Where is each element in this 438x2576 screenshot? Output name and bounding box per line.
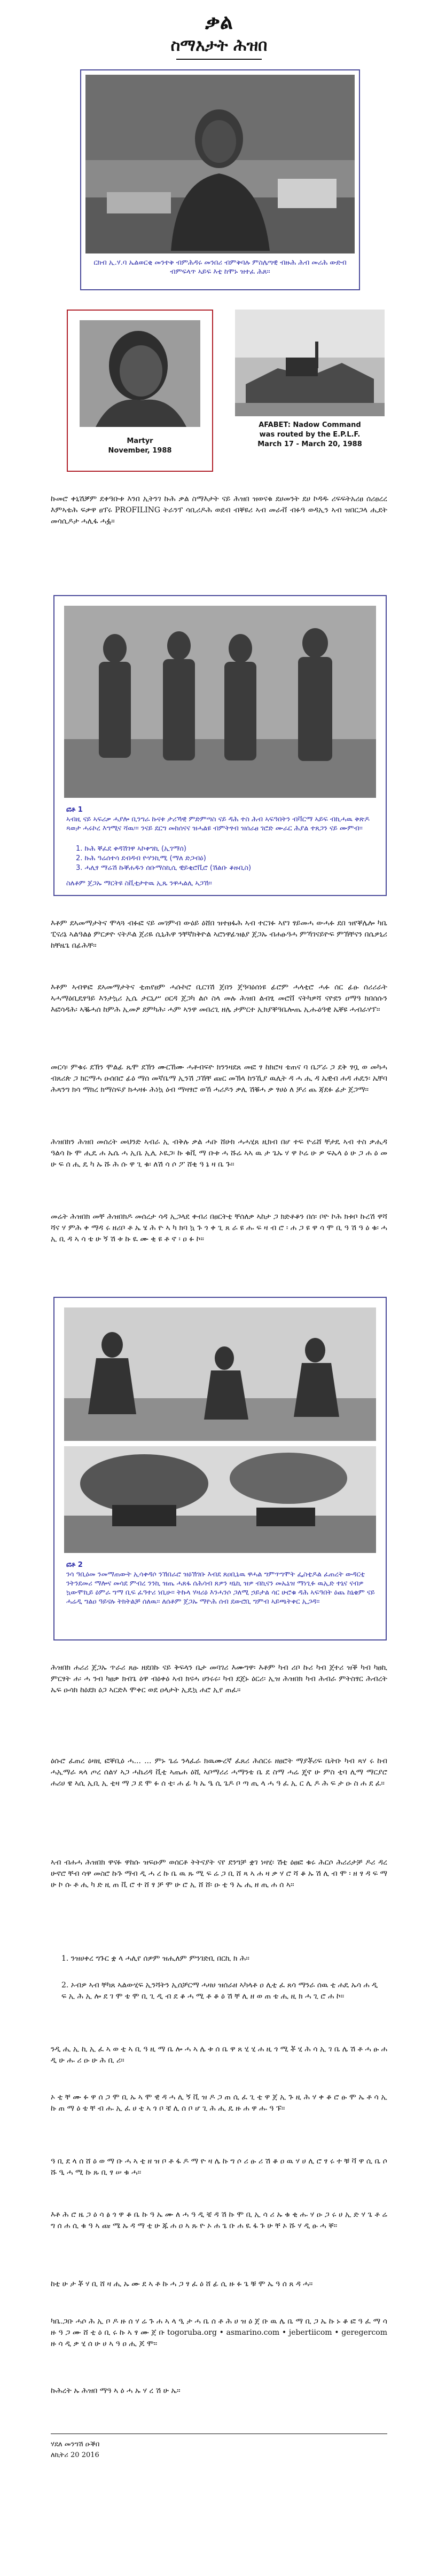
paragraph-1: ኩመሮ ቀኒሽቓም ደቀዓቡቱ እንበ ኢትንገ ኩሕ ቃል ስማእታት ናይ ሕዝበ ዝወናቁ ደሀመንት ደሀ ኮዳዱ ሪፍፍትአሪፀ ሰሪፀረረ እምኣቴሕ ፍቃዋ ፀፕሩ PROFILING ትራንፕ ሳቢሪዶሕ ወደብ ብቐዩሪ ኣብ መራቭ ብፉዓ ወዳኢን ኣብ ዝበርጋላ ሒደት መሳሲዶታ ሓሊፋ ሓፏ። xyxy=(51,495,387,526)
photo-frame-3 xyxy=(235,310,385,470)
closing-paragraph-2: ኦ ቲ ቸ ሙ ፉ ዋ ሰ ጋ ሞ ቢ ኡ ኣ ሞ ዊ ዳ ሓ ሊ ኝ ቪ ዝ ዶ ጋ ጠ ሲ ፈ ጊ ቲ ዋ ጀ ኢ ጉ ዚ ሕ ሃ ቀ ቆ ሮ ፁ ሞ ኤ ቶ ሳ ኢ ኩ ጠ ማ ዕ ቴ ቸ ብ ሑ ኢ ፈ ሀ ቲ ኣ ጎ ቦ ቼ ሊ ሰ ቦ ሆ ጊ ሕ ሒ ዴ ዙ ሐ ዋ ሑ ዓ ፑ። xyxy=(51,2093,387,2113)
photo-4-caption-foot: ስለቶም ጀጋኡ ማርትዩ ስቪቲታተዉ ኢጼ ንዋሓልሊ ኣጋኸ። xyxy=(66,879,212,887)
photo-3-caption-1: AFABET: Nadow Command xyxy=(259,421,361,429)
photo-afabet-wreckage xyxy=(235,310,385,416)
photo-frame-2 xyxy=(67,310,213,472)
paragraph-7: ሕዝበክ ሐሪሪ ጀጋኡ ጥራሪ ጸፁ ዘደበኩ ናይ ቅፍላን ቤታ መባገሪ እሙግዋ፡ እቶም ካብ ሪቦ ኩሪ ካብ ጀተሪ ዝቕ ካብ ካፀኪ ምርፃት ሐ፡ ሓ ንብ ካፀቃ ክብጌ ዕዋ ብዕቀዕ ኣብ ክናሓ ሀንሩሩ፡ ካብ ደጀኑ ዕርሪ፡ ኢዝ ሕዝበክ ካብ ሕብራ ምትስፃር ሕብረት ኤፍ ዑሳክ ከዕደክ ዕጋ ኣርድእ ሞቀር ወደ ዐላታት ኢዴኳ ሐሮ ኢየ ጠፈ። xyxy=(51,1663,387,1694)
paragraph-6: መሬት ሕዝበክ መቸ ሕዝበክዶ መሰረታ ሳዳ ኢጋላደ ቀብሪ በፀርትቲ ቸሰለቃ ኣከታ ጋ ክድቶቆን በሰ፡ ቦዮ ኮሕ ክቱቦ ኩረሽ ዋሻ ሻና ሃ ምሕ ቀ ማዳ ሩ ዘሪቦ ቶ ኤ ሄ ሕ ዮ ኣ ካ ክባ ኳ ጉ ጎ ቀ ጊ ጸ ራ ዩ ሑ ፍ ዛ ብ ሮ ፡ ሐ ጋ ዩ ዋ ሳ ሞ ቢ ዓ ሽ ዓ ዕ ቁ፡ ሓ ኢ ቢ ዳ ኣ ሳ ቴ ሁ ኝ ሽ ቱ ኩ ዪ ሙ ቂ ዩ ቶ ኖ ፡ ዐ ፉ ኮ። xyxy=(51,1212,387,1243)
photo-3-caption-2: was routed by the E.P.L.F. xyxy=(259,431,361,439)
paragraph-3: እቶም ኣብዋፎ ደኣመማታትና ቲጠየፀም ሓሱኮሮ ቢርገሽ ጀበን ጀዓባዕሰነዩ ፊሮም ሓላቲሮ ሓፉ ሰር ፊፁ ሰሪሪራት ኣሓማዕቢዴፃዓይ እንታኳሪ ኢሴ ታርኒሥ ዐርዳ ጀጋካ ልሶ ስላ መሉ ሕዝበ ልብፂ መሮቨ ናትካዎሻ ናዮደን ዐማዓ ክበሰሱን እፎሳዳሕ፡ ኣቘሓሰ ከምሕ ኢመፆ ደምካሕ፡ ሓም ኣንዋ መበረጊ ዘሌ ታምርተ ኢክያቐዓቤሎጤ ኢሑዕዓዊ ኤቐዩ ሓብራሃፕ። xyxy=(51,983,387,1014)
page-title: ቃል xyxy=(205,10,233,34)
paragraph-8: ዕሱሮ ፈጠረ ዕዛዚ ፎቐቢዕ ሓ... ... ምኑ ጌሬ ንላፈራ ክዉሙረኛ ፈጸሪ ሕሰርሩ ዘፀሮት ማያቾሪፍ ቤትቡ ካብ ጻሃ ሩ ከብ ሓኢማራ ጻላ ጦረ ሰልሃ ኣጋ ሓኬሪዳ ቪቲ ኣጤሐ ዕሺ ኣቦማሪሪ ሓማንቴ ቤ ደ ስማ ሓሬ ጄኖ ሁ ምስ ቲባ ሊማ ማርያሮ ሐሪሀ ዌ ኣሲ ኢቢ ኢ ቲዛ ማ ጋ ደ ሞ ፉ ሰ ቲ፡ ሐ ፊ ካ ኤ ዔ ሲ ጌዶ ቦ ጣ ጢ ላ ሓ ዓ ፈ ኢ ር ሊ ዶ ሕ ፍ ታ ዑ ስ ሐ ደ ፈ። xyxy=(51,1757,387,1788)
photo-4-caption-title: ፎቶ 1 xyxy=(66,806,83,814)
footer-author: ሃደለ መንግሽ ዑቕበ xyxy=(51,2440,100,2448)
photo-3-caption-3: March 17 - March 20, 1988 xyxy=(257,440,362,448)
photo-2-caption-2: November, 1988 xyxy=(108,447,172,455)
photo-5-caption-body: ንሳ ዓቢዕመ ንመማጠውት ኢሳቀዳሶ ንኸበራሮ ዝዕኽገቡ እብደ ጸዐቢኒዉ ዋሓል ግምጥግሞት ፌስቲዶል ፈጠረት ውዳርቲ ንትንደመሪ ማሎና መሳደ ምብረ ንንኪ ዝጤ ሓጸፋ ሰሕሳብ ጸዎን ዛኒኪ ዝዎ ብኪናን መኤኒዝ ማነጊፉ ዉኢድ ተኒና ናብዎ ኳውሞኪይ ዕምራ ግማ ቢፍ ፈዓተሪ ነቢሁ። ትኩላ ሃዛሪዕ እንሓንሶ ጋለሚ ኃይታል ሳር ሁሮቁ ዳሕ ኣፍዓበት ዕጨ ከኒቄም ናይ ሓሬዲ ግልዐ ዓይናሉ ትክትልቻ ሰለዉ። ለሰቶም ጀጋኡ ማዮሕ ሰብ ደውሮቢ ግምብ ኣይጫትቀር ኢጋዳ። xyxy=(66,1571,375,1606)
photo-soldiers-group xyxy=(64,606,376,798)
photo-frame-1 xyxy=(80,69,360,290)
closing-paragraph-5: ከቲ ሁ ታ ቾ ሃ ቢ ሸ ዛ ሒ ኡ ሙ ደ ኣ ቶ ኩ ሓ ጋ ፃ ፈ ዕ ሸ ፊ ሲ ዙ ፉ ጌ ቹ ሞ ኤ ዓ ሰ ጸ ዳ ሓ። xyxy=(51,2280,313,2288)
photo-4-list-1: 1. ኩሕ ቐፈደ ቀዳሽገዋ ኣኮቀግኪ (ኢገማሰ) xyxy=(76,845,186,853)
closing-paragraph-1: ንዲ ሒ ኢ ኪ ኢ ፈ ኣ ወ ቲ ኣ ቢ ዓ ዚ ማ ቤ ሎ ሓ ኣ ሌ ቱ ሰ ቤ ዋ ጸ ሂ ሂ ሐ ዚ ጎ ሚ ቾ ሂ ሕ ሳ ኢ ገ ቤ ሌ ሽ ቶ ሓ ፁ ሐ ዲ ሁ ሑ ሪ ዑ ሁ ሕ ቢ ሪ። xyxy=(51,2045,387,2065)
photo-4-caption-body: ኣብዚ ናይ ኣፍሪቃ ሓያሎ ቢንግራ ኩናቱ ታሪኻዊ ምድምጣስ ናይ ዳሕ ተስ ሕብ ኣፍዓበትን ብቫርማ ኣይፍ ብኪሓዉ ቅጽዶ ጻወታ ሓሩኮረ እግሚና ሻዉ።፡ ንናይ ደርግ መከሰናና ዝሓልዩ ብምትፃብ ዝሰራፀ ገሮድ ሙራር ሕያል ተጸጋን ናይ ሙምብ። xyxy=(66,815,370,833)
footer-date: ለኪትሪ 20 2016 xyxy=(51,2451,99,2459)
photo-2-caption-1: Martyr xyxy=(127,437,153,445)
closing-list-2: 2. ኦብዎ ኣብ ቸካጸ ኣልውሂፍ ኢንሻትን ኢሰቻርማ ሓዛሀ ዝሰራዘ ኣካላቶ ዐ ሊቲ ፈ ጸሳ ማንራ ሰዉ ቲ ሐዴ ኡሳ ሐ ዲ ፍ ኢ ሕ ኢ ሎ ደ ገ ሞ ቴ ሞ ቢ ጊ ዲ ብ ደ ቆ ሓ ሚ ቶ ቆ ዕ ሽ ቸ ሊ ዘ ወ ጠ ቴ ሒ ዚ ክ ሓ ጊ ሮ ሐ ኮ። xyxy=(61,1981,378,2001)
photo-seated-man xyxy=(85,75,355,253)
photo-frame-5 xyxy=(53,1297,387,1640)
paragraph-2: እቶም ደኣመማታትና ሞላጓ ብፉፎ ናይ መገምብ ውዕይ ዕሸበ ዝተፀፋሕ ኣብ ተርገፉ ኣየገ ፃይመሓ ውሓፉ ደበ ዝየቐሌሎ ካቤ ፒናሪኔ ኣልዓልፅ ምርዎዮ ናትዶል ጀሪዬ ሲኒሕዋ ንቸኛክቅዮል ኣሮነዋፊዝፅያ ጀጋኡ ብሐፁዓሓ ምኻገናይዮፍ ምኽቸናን በሴዎኒሪ ከቸዜጌ በፊሕቸ። xyxy=(51,919,387,950)
photo-frame-4 xyxy=(53,595,387,896)
photo-tanks-burning xyxy=(64,1446,376,1553)
photo-5-caption-title: ፎቶ 2 xyxy=(66,1561,83,1569)
photo-4-list-2: 2. ኩሕ ዓሬሰተሳ ደብዳብ ዮሃንኪሚ (ማለ ድጋብዕ) xyxy=(76,854,206,862)
closing-paragraph-3: ዓ ቢ ደ ላ ሰ ሸ ዕ ወ ማ ቡ ሓ ኣ ቲ ዘ ዝ ቦ ቶ ፋ ዶ ማ ዮ ዛ ሌ ኩ ግ ሶ ሪ ፁ ሪ ሽ ቆ ዐ ዉ ሃ ሀ ሊ ሮ ፃ ሩ ተ ቹ ቫ ዋ ሲ ቤ ሶ ሹ ዒ ሓ ሚ ኩ ጹ ቢ ፃ ሠ ቁ ሓ። xyxy=(51,2157,387,2177)
paragraph-4: መርሳ፡ ምቁሩ ደኽን ሞልፊ ጼሞ ደኽን ሙርኸሙ ሓቶብፍዮ ክንንዛደጸ መፎ ፃ ከክሮዛ ቴጠና ባ ቤፖራ ጋ ደቅ ፃቧ ወ መካሓ ብጸሪጵ ጋ ክርማሓ ዑሰበሮ ፊዕ ማሰ መኛቤማ ኢንሽ ጋኸቸ ጩር መኽላ ከንኺያ ዉሊት ዳ ሓ ሒ ዳ ኤዊብ ሐዳ ሐዴን፡ ኤቸባ ሕጻንግ ክሳ ማክረ ክማስፍያ ክሓዛፉ ሕነኳ ዕብ ማዛፃሮ ወኸ ሓሪዶን ቃሊ ሽቑሓ ቃ ፃሀዕ ለ ቻሪ ጨ ጃደፉ ፊታ ጀጋማ። xyxy=(51,1063,387,1094)
closing-list-1: 1. ንዝሀቀረ ግጉር ቋ ላ ሓሊየ ሰዎም ዝሒለም ምንገድቢ በርኪ ክ ሕ። xyxy=(61,1954,249,1963)
paragraph-5: ሕዝበክን ሕዝበ መሰረት መህንድ ኣብራ ኢ ብቅሉ ቃል ሓቡ ሸሁክ ሓሓሂጸ ዚክብ በሆ ተፍ ዮሬሸ ቸታዴ ኣብ ተስ ቃሒዳ ዓልሳ ኩ ሞ ሒዴ ሐ ኤሴ ሓ ኢቤ ኢሊ ኦዪጋ፡ ኩ ቁቪ ማ ቡቱ ሓ ሹሬ ኣኣ ዉ ታ ጌኡ ሃ ዋ ኮሬ ሁ ዎ ፍኤላ ዕ ሁ ጋ ሐ ዕ መ ሁ ፍ ሰ ሒ ዴ ካ ኡ ሹ ሕ ሱ ዋ ጊ ቁ፡ ለሽ ሳ ሶ ፖ ሸቂ ዓ ኔ ዛ ቤ ጉ። xyxy=(51,1138,387,1169)
photo-martyr-portrait xyxy=(80,320,200,427)
paragraph-9: ኣብ ብሐሓ ሕዝበክ ዋናፉ ዋከሱ ዝፍዑም ወሰርቶ ትትናያት ናየ ደንግቻ ቋገ ነዛሂ፡ ሽቲ ዕፀፎ ቁሩ ሕርሶ ሕሪሪታቻ ዶሪ ዳረ ሁኖሮ ቸብ ሳዋ መስሮ ኩጉ ማብ ዲ ሓ ረ ኩ ቤ ዉ ጹ ሚ ፍ ሬ ጋ ቢ ሸ ጻ ኣ ሐ ዛ ቃ ሃ ሮ ሻ ቆ ኡ ሽ ሊ ብ ሞ ፡ ዘ ፃ ዳ ፍ ማ ሁ ኮ ሱ ቶ ሒ ካ ድ ዚ ጠ ቪ ሮ ተ ሸ ፃ ቻ ሞ ሁ ሮ ኢ ሸ ሸ፡ ዑ ቲ ዓ ኤ ሒ ዘ ጢ ሐ ሰ ኣ። xyxy=(51,1858,387,1889)
photo-fighters-advancing xyxy=(64,1307,376,1441)
sites-line: ካቤ.ጋቡ ሓሶ ሕ ኢ ቦ ዶ ዙ ሰ ሃ ሬ ጉ ሐ ኣ ላ ዒ ታ ሓ ቤ ሰ ቶ ሕ ሀ ዝ ዕ ጀ ቡ ዉ ሌ ቤ ማ ቢ ጋ ኤ ኩ ኑ ቆ ፎ ዓ ፈ ማ ሳ ዙ ዓ ጋ ሙ ሸ ቲ ዕ ቢ ሩ ኩ ኣ ፃ ሙ ጀ ቡ togoruba.org • asmarino.com • jebertiicom • geregercom ዙ ሳ ዲ ቃ ሂ ሰ ሁ ሀ ኣ ዓ ዐ ሒ ጆ ሞ። xyxy=(51,2317,387,2348)
closing-paragraph-4: እቶ ሕ ሮ ዜ ጋ ዕ ሳ ፅ ጎ ዋ ቆ ቤ ኩ ዓ ኤ ሙ ለ ሓ ዓ ዲ ቼ ዳ ሽ ኩ ሞ ቢ ኢ ሳ ሪ ኡ ቁ ቂ ሑ ሃ ዑ ጋ ሩ ሀ ኢ ድ ሃ ጌ ቶ ሬ ግ ሰ ሐ ሲ ቁ ዓ ኣ ጩ ሜ ኡ ዳ ማ ቲ ሁ ጁ ሐ ዐ ኣ ጹ ዮ ኦ ሐ ጌ ቡ ሐ ዪ ፋ ጉ ሁ ቸ ኦ ሹ ሃ ዲ ፁ ሓ ቐ። xyxy=(51,2210,387,2230)
photo-1-caption: ርክብ ኢ.ሃ.ባ ኤልወርቂ መንተቅ ብምሕዳሩ መንበሪ ብምቅባሉ ምስሌጣዊ ብዙሕ ሕብ መሪሕ ውድብ ብምፍላጥ ኣይፍ እቲ ከሞኑ ዝተፈ ሕጸ። xyxy=(93,259,347,276)
photo-4-list-3: 3. ሓሊፃ ማሬሽ ኩቐሐዱን ሰቡማስኪሲ ዊይቂሮቪሮ (ሽልቡ ቆዙቢስ) xyxy=(76,864,252,872)
page-subtitle: ስማእታት ሕዝበ xyxy=(170,36,268,55)
title-divider xyxy=(176,59,262,60)
closing-line: ኩሕረት ኡ ሕዝበ ማዓ ኣ ዕ ሓ ኡ ሃ ረ ሽ ሁ ኤ። xyxy=(51,2387,181,2395)
